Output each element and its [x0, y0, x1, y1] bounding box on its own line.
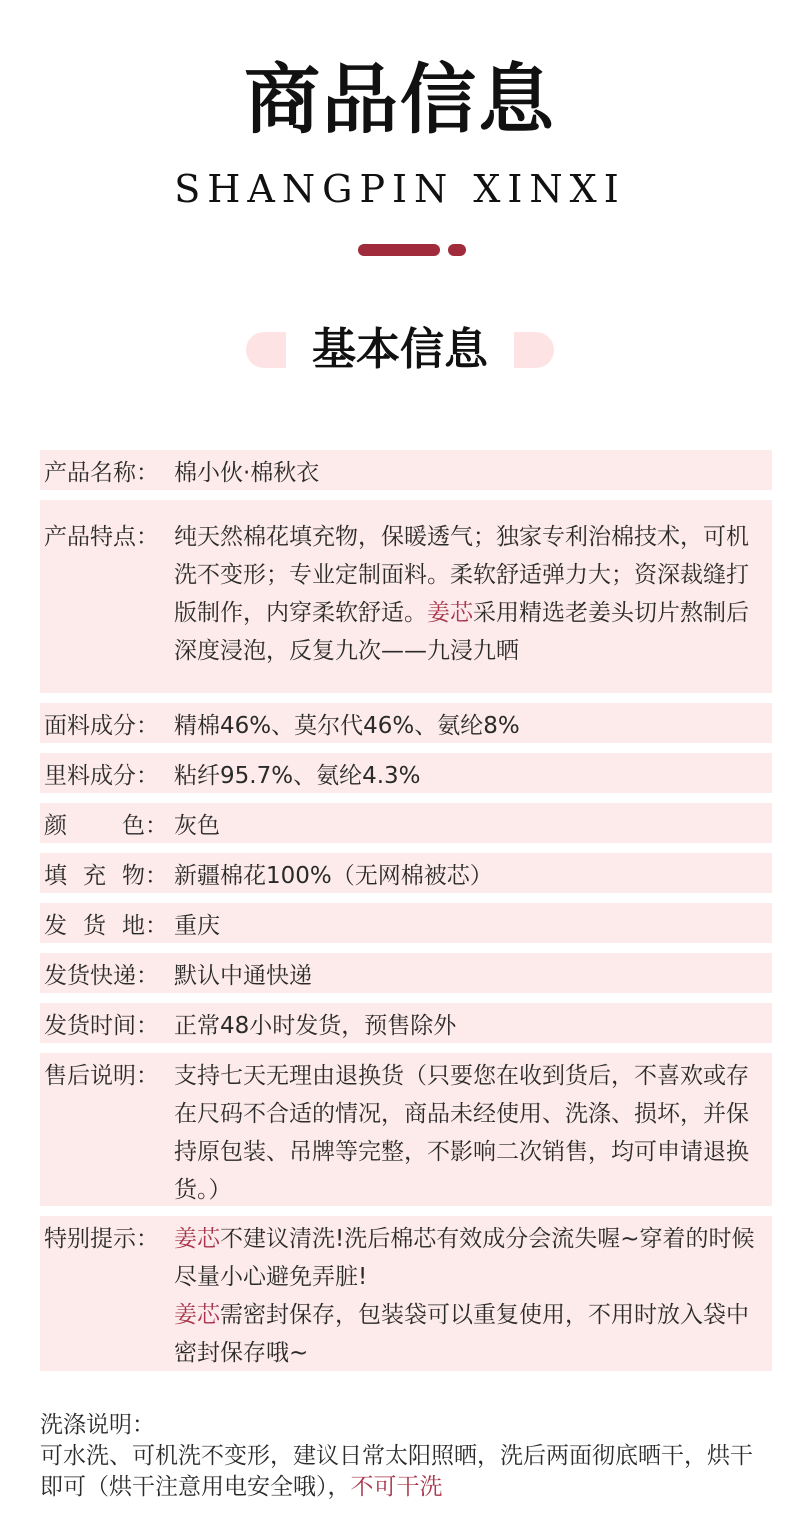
info-row-product-name [40, 450, 772, 490]
row-label: 产品名称： [44, 460, 159, 486]
washing-warning: 不可干洗 [350, 1474, 443, 1500]
row-value [174, 1220, 766, 1372]
label-char: 地 [122, 913, 145, 939]
info-row-after-sales [40, 1053, 772, 1206]
value-text: 需密封保存，包装袋可以重复使用，不用时放入袋中密封保存哦~ [174, 1302, 749, 1366]
info-row-lining [40, 753, 772, 793]
page-subtitle: SHANGPIN XINXI [174, 167, 626, 211]
row-label: 里料成分： [44, 763, 159, 789]
washing-body: 可水洗、可机洗不变形，建议日常太阳照晒，洗后两面彻底晒干，烘干即可（烘干注意用电安全哦）， [40, 1443, 753, 1500]
row-value: 正常48小时发货，预售除外 [174, 1013, 457, 1039]
row-label: 面料成分： [44, 713, 159, 739]
info-row-features [40, 500, 772, 693]
row-label: 特别提示： [44, 1226, 159, 1252]
highlight-text: 姜芯 [427, 600, 473, 626]
row-value: 棉小伙·棉秋衣 [174, 460, 320, 486]
washing-text [40, 1441, 760, 1503]
row-value: 精棉46%、莫尔代46%、氨纶8% [174, 713, 520, 739]
divider-dot [448, 244, 466, 256]
label-char: 色 [122, 813, 145, 839]
info-row-courier [40, 953, 772, 993]
label-char: 货 [83, 913, 106, 939]
row-value: 灰色 [174, 813, 220, 839]
label-colon: ： [145, 813, 168, 839]
divider-bar [358, 244, 440, 256]
row-label: 售后说明： [44, 1063, 159, 1089]
info-row-ship-time [40, 1003, 772, 1043]
info-row-ship-from [40, 903, 772, 943]
label-colon: ： [145, 863, 168, 889]
value-text: 纯天然棉花填充物，保暖透气；独家专利治棉技术，可机洗不变形；专业定制面料。柔软舒适弹力大；资深裁缝打版制作，内穿柔软舒适。 [174, 524, 749, 626]
row-label: 产品特点： [44, 524, 159, 550]
value-text: 不建议清洗!洗后棉芯有效成分会流失喔~穿着的时候尽量小心避免弄脏! [174, 1226, 755, 1290]
washing-title: 洗涤说明： [40, 1412, 155, 1438]
label-colon: ： [145, 913, 168, 939]
section-title: 基本信息 [312, 324, 488, 375]
row-label: 发货时间： [44, 1013, 159, 1039]
page-title: 商品信息 [244, 55, 556, 144]
label-char: 充 [83, 863, 106, 889]
row-label [44, 807, 168, 845]
row-value: 粘纤95.7%、氨纶4.3% [174, 763, 421, 789]
label-char: 物 [122, 863, 145, 889]
info-row-color [40, 803, 772, 843]
row-label: 发货快递： [44, 963, 159, 989]
row-value: 默认中通快递 [174, 963, 312, 989]
row-value [174, 518, 766, 670]
label-char: 颜 [44, 813, 67, 839]
info-row-fabric [40, 703, 772, 743]
value-text: 采用精选老姜头切片熬制后深度浸泡，反复九次——九浸九晒 [174, 600, 749, 664]
row-value: 新疆棉花100%（无网棉被芯） [174, 863, 493, 889]
info-row-filling [40, 853, 772, 893]
highlight-text: 姜芯 [174, 1302, 220, 1328]
highlight-text: 姜芯 [174, 1226, 220, 1252]
label-char: 发 [44, 913, 67, 939]
label-char: 填 [44, 863, 67, 889]
row-label [44, 907, 168, 945]
section-header [0, 322, 800, 378]
row-label [44, 857, 168, 895]
washing-instructions [40, 1410, 760, 1503]
row-value: 支持七天无理由退换货（只要您在收到货后，不喜欢或存在尺码不合适的情况，商品未经使用、洗涤、损坏，并保持原包装、吊牌等完整，不影响二次销售，均可申请退换货。） [174, 1063, 749, 1203]
info-row-special-notice [40, 1216, 772, 1371]
row-value: 重庆 [174, 913, 220, 939]
